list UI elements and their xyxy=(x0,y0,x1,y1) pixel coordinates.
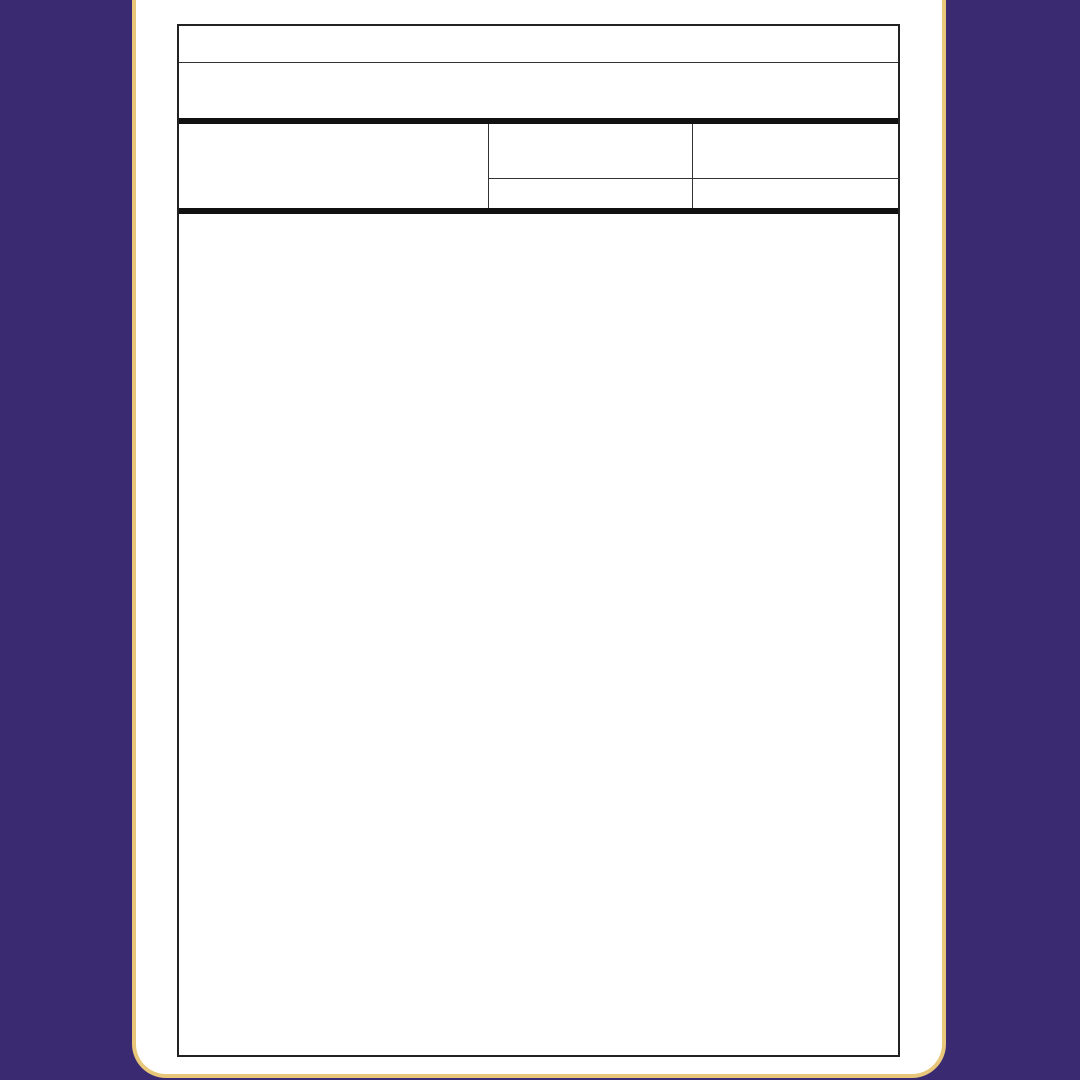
header-row xyxy=(179,124,898,214)
nutrition-facts-table xyxy=(177,24,900,1057)
column-per-serving xyxy=(692,124,900,208)
title-row xyxy=(179,26,898,63)
serving-info xyxy=(179,63,898,124)
column-per-100ml xyxy=(488,124,692,208)
